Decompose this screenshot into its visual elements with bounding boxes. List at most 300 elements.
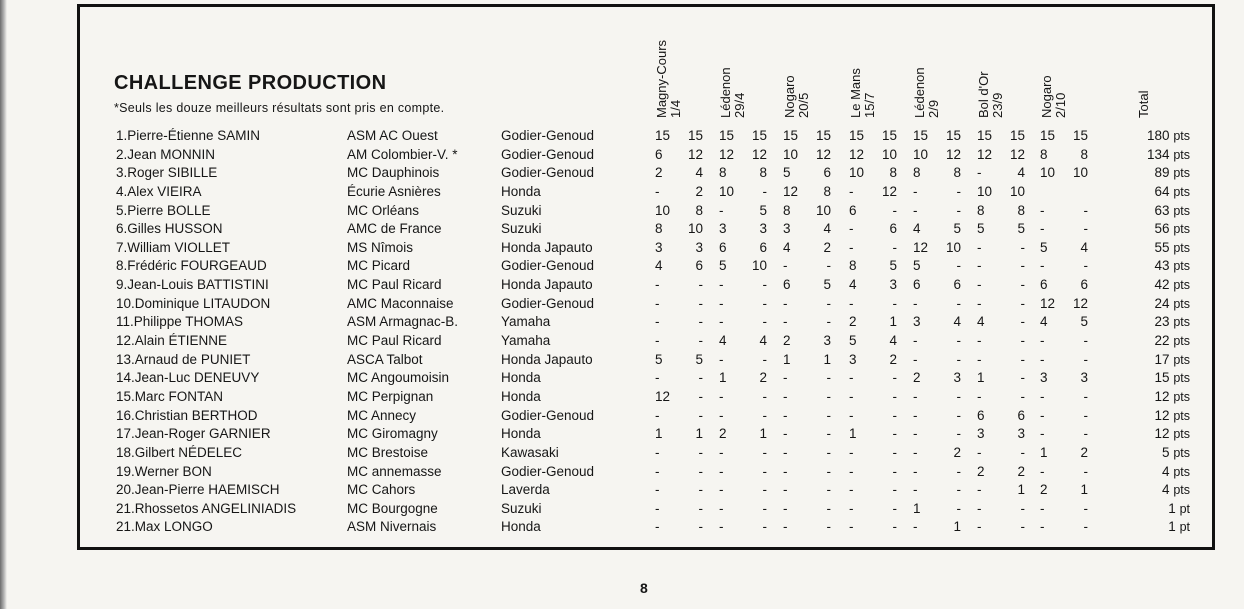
- race-points-a: 6: [849, 202, 857, 218]
- race-points-a: -: [1040, 426, 1045, 442]
- race-points-a: 4: [913, 221, 921, 237]
- race-points: [783, 220, 831, 239]
- race-points: [1040, 425, 1088, 444]
- race-points-b: 5: [953, 221, 961, 237]
- race-points: [783, 351, 831, 370]
- total-points: [1120, 444, 1190, 463]
- race-points-b: -: [892, 519, 897, 535]
- race-points: [913, 388, 961, 407]
- race-points-a: 5: [1040, 239, 1048, 255]
- race-points-a: 12: [849, 146, 865, 162]
- race-points-b: -: [892, 444, 897, 460]
- race-points-b: 10: [881, 146, 897, 162]
- race-points: [655, 146, 703, 165]
- total-unit: pts: [1173, 315, 1190, 330]
- rider-name: 5.Pierre BOLLE: [116, 202, 211, 218]
- race-points: [719, 313, 767, 332]
- race-points-a: -: [719, 519, 724, 535]
- race-points-b: 15: [945, 128, 961, 143]
- race-points: [977, 332, 1025, 351]
- race-points-a: 6: [913, 277, 921, 293]
- race-points-a: -: [913, 444, 918, 460]
- rider-name: 21.Max LONGO: [116, 519, 213, 535]
- race-points-b: -: [762, 463, 767, 479]
- race-date: 2/10: [1053, 92, 1068, 118]
- rider-club: ASCA Talbot: [347, 351, 423, 367]
- race-points-a: 8: [977, 202, 985, 218]
- rider-name: 3.Roger SIBILLE: [116, 165, 218, 181]
- race-points-a: -: [655, 333, 660, 349]
- rider-name: 12.Alain ÉTIENNE: [116, 333, 228, 349]
- total-unit: pts: [1173, 240, 1190, 255]
- rider-club: MC Dauphinois: [347, 165, 440, 181]
- race-points-b: -: [1083, 463, 1088, 479]
- race-points-b: 12: [815, 146, 831, 162]
- race-name: Nogaro: [782, 75, 797, 118]
- race-points: [977, 295, 1025, 314]
- table-row: [0, 388, 1244, 407]
- total-points: [1120, 351, 1190, 370]
- race-date: 29/4: [732, 92, 747, 118]
- race-points-b: -: [1020, 444, 1025, 460]
- total-points: [1120, 276, 1190, 295]
- total-points: [1120, 425, 1190, 444]
- race-points-a: -: [1040, 333, 1045, 349]
- rider-make: Godier-Genoud: [501, 165, 595, 181]
- total-unit: pts: [1173, 259, 1190, 274]
- rider-name: 18.Gilbert NÉDELEC: [116, 444, 243, 460]
- race-points-b: 6: [1017, 407, 1025, 423]
- race-points-a: -: [977, 258, 982, 274]
- race-points: [783, 183, 831, 202]
- race-points: [655, 425, 703, 444]
- race-points-a: -: [913, 388, 918, 404]
- race-points-b: -: [698, 370, 703, 386]
- race-points-a: -: [849, 482, 854, 498]
- race-points-b: 6: [823, 165, 831, 181]
- total-points: [1120, 202, 1190, 221]
- race-points: [719, 146, 767, 165]
- race-points: [655, 164, 703, 183]
- race-points-a: -: [849, 239, 854, 255]
- race-points-a: -: [977, 482, 982, 498]
- rider-make: Honda: [501, 183, 541, 199]
- table-row: [0, 202, 1244, 221]
- race-points-b: 10: [1009, 183, 1025, 199]
- race-points: [913, 202, 961, 221]
- total-unit: pts: [1173, 389, 1190, 404]
- race-points-b: -: [892, 482, 897, 498]
- race-points: [655, 257, 703, 276]
- race-points-a: -: [977, 277, 982, 293]
- race-points-a: -: [719, 202, 724, 218]
- race-points-b: -: [892, 239, 897, 255]
- race-points: [849, 332, 897, 351]
- race-points-a: 3: [1040, 370, 1048, 386]
- race-points-a: 15: [849, 128, 865, 143]
- race-points-b: -: [762, 500, 767, 516]
- race-points-a: -: [913, 519, 918, 535]
- race-points-b: -: [698, 314, 703, 330]
- race-points-b: 8: [1080, 146, 1088, 162]
- race-points-b: -: [826, 407, 831, 423]
- race-points-a: 8: [655, 221, 663, 237]
- race-points-b: -: [698, 519, 703, 535]
- race-points-b: 2: [759, 370, 767, 386]
- race-points-b: 1: [953, 519, 961, 535]
- race-points: [783, 425, 831, 444]
- total-unit: pts: [1173, 296, 1190, 311]
- race-points: [783, 202, 831, 221]
- total-unit: pts: [1173, 445, 1190, 460]
- race-points: [719, 127, 767, 146]
- race-points: [783, 257, 831, 276]
- race-points-b: -: [1083, 351, 1088, 367]
- page-number: 8: [640, 580, 648, 596]
- race-points: [977, 481, 1025, 500]
- race-points: [719, 276, 767, 295]
- race-points: [655, 276, 703, 295]
- race-points-a: -: [783, 295, 788, 311]
- race-points: [913, 332, 961, 351]
- race-points-a: -: [719, 500, 724, 516]
- rider-club: AM Colombier-V. *: [347, 146, 458, 162]
- table-row: [0, 369, 1244, 388]
- race-points: [783, 295, 831, 314]
- race-points-b: -: [956, 463, 961, 479]
- race-points-a: -: [783, 370, 788, 386]
- race-points-b: -: [1020, 370, 1025, 386]
- race-points: [719, 463, 767, 482]
- race-points: [913, 425, 961, 444]
- race-points: [849, 146, 897, 165]
- race-points-b: -: [1083, 333, 1088, 349]
- race-points-b: 5: [695, 351, 703, 367]
- total-unit: pts: [1173, 222, 1190, 237]
- race-points-a: -: [977, 239, 982, 255]
- race-points-b: 5: [823, 277, 831, 293]
- race-points-b: 4: [823, 221, 831, 237]
- race-points-a: 12: [719, 146, 735, 162]
- race-points: [783, 313, 831, 332]
- race-points: [1040, 463, 1088, 482]
- race-date: 20/5: [796, 92, 811, 118]
- race-points-a: 15: [655, 128, 671, 143]
- race-points-a: -: [849, 463, 854, 479]
- race-points-b: -: [1083, 407, 1088, 423]
- total-points: [1120, 481, 1190, 500]
- race-points-a: 10: [783, 146, 799, 162]
- rider-club: AMC de France: [347, 221, 442, 237]
- total-unit: pt: [1179, 501, 1190, 516]
- race-points-a: -: [783, 314, 788, 330]
- rider-club: ASM Nivernais: [347, 519, 437, 535]
- race-points: [977, 164, 1025, 183]
- rider-name: 1.Pierre-Étienne SAMIN: [116, 128, 261, 143]
- race-points: [719, 500, 767, 519]
- race-points-a: -: [655, 407, 660, 423]
- race-points-a: -: [913, 333, 918, 349]
- race-points: [1040, 518, 1088, 537]
- race-points-a: 8: [1040, 146, 1048, 162]
- rider-name: 7.William VIOLLET: [116, 239, 231, 255]
- race-points: [849, 295, 897, 314]
- race-points-b: -: [826, 370, 831, 386]
- table-row: [0, 239, 1244, 258]
- total-unit: pts: [1173, 147, 1190, 162]
- race-points-a: 5: [913, 258, 921, 274]
- rider-club: MC Cahors: [347, 482, 416, 498]
- table-row: [0, 220, 1244, 239]
- race-points-a: -: [719, 314, 724, 330]
- race-points-b: 5: [1080, 314, 1088, 330]
- table-row: [0, 332, 1244, 351]
- race-points-a: 12: [1040, 295, 1056, 311]
- total-points: [1120, 332, 1190, 351]
- race-points: [1040, 388, 1088, 407]
- race-points-b: 4: [1080, 239, 1088, 255]
- race-points-a: 4: [977, 314, 985, 330]
- race-points-a: -: [977, 500, 982, 516]
- race-points: [977, 425, 1025, 444]
- total-unit: pts: [1173, 427, 1190, 442]
- race-points: [913, 276, 961, 295]
- race-points-b: -: [698, 333, 703, 349]
- race-points-a: -: [849, 370, 854, 386]
- total-value: 4: [1162, 482, 1170, 498]
- race-points: [977, 202, 1025, 221]
- page-title: CHALLENGE PRODUCTION: [114, 72, 387, 94]
- total-value: 12: [1154, 388, 1170, 404]
- race-points-a: -: [783, 407, 788, 423]
- race-points-a: 3: [849, 351, 857, 367]
- rider-club: MC Angoumoisin: [347, 370, 450, 386]
- total-value: 12: [1154, 426, 1170, 442]
- race-points-a: 15: [783, 128, 799, 143]
- total-unit: pts: [1173, 129, 1190, 143]
- race-points: [1040, 146, 1088, 165]
- race-points: [977, 388, 1025, 407]
- race-points-b: -: [762, 388, 767, 404]
- total-unit: pts: [1173, 166, 1190, 181]
- race-points-b: -: [1083, 202, 1088, 218]
- race-points: [1040, 351, 1088, 370]
- race-points-b: 10: [815, 202, 831, 218]
- race-points: [719, 183, 767, 202]
- race-points-a: 4: [783, 239, 791, 255]
- race-points: [913, 183, 961, 202]
- standings-table: [0, 127, 1244, 537]
- race-points-b: -: [1083, 221, 1088, 237]
- race-points-b: 12: [751, 146, 767, 162]
- total-points: [1120, 257, 1190, 276]
- race-points-a: -: [977, 333, 982, 349]
- race-points-a: 2: [849, 314, 857, 330]
- total-value: 134: [1147, 146, 1170, 162]
- race-points-a: -: [849, 500, 854, 516]
- race-points-b: 12: [687, 146, 703, 162]
- race-points-b: -: [698, 388, 703, 404]
- race-points-b: 1: [823, 351, 831, 367]
- race-points-a: -: [913, 202, 918, 218]
- race-points: [655, 388, 703, 407]
- race-name: Nogaro: [1039, 75, 1054, 118]
- race-points-b: -: [826, 482, 831, 498]
- total-points: [1120, 220, 1190, 239]
- race-points-a: 5: [849, 333, 857, 349]
- total-unit: pts: [1173, 408, 1190, 423]
- race-points-a: -: [783, 388, 788, 404]
- table-row: [0, 257, 1244, 276]
- race-points-a: 10: [913, 146, 929, 162]
- race-points: [655, 239, 703, 258]
- race-points: [849, 313, 897, 332]
- race-points: [783, 239, 831, 258]
- rider-name: 15.Marc FONTAN: [116, 388, 224, 404]
- race-points-b: 8: [823, 183, 831, 199]
- race-points: [849, 463, 897, 482]
- race-points-b: 8: [695, 202, 703, 218]
- race-points: [913, 146, 961, 165]
- race-points: [977, 127, 1025, 146]
- table-row: [0, 463, 1244, 482]
- race-points: [719, 239, 767, 258]
- rider-name: 16.Christian BERTHOD: [116, 407, 258, 423]
- table-row: [0, 127, 1244, 146]
- race-points-b: 2: [1017, 463, 1025, 479]
- race-points-a: -: [1040, 202, 1045, 218]
- total-points: [1120, 239, 1190, 258]
- race-points-b: 12: [945, 146, 961, 162]
- race-points-b: -: [1020, 314, 1025, 330]
- race-points-a: 1: [719, 370, 727, 386]
- race-points-a: -: [913, 351, 918, 367]
- race-points-a: -: [977, 388, 982, 404]
- race-points-a: -: [783, 444, 788, 460]
- race-points-b: 15: [1072, 128, 1088, 143]
- race-points-b: -: [762, 444, 767, 460]
- rider-club: MC Paul Ricard: [347, 277, 442, 293]
- rider-club: MC Annecy: [347, 407, 417, 423]
- total-value: 64: [1154, 183, 1170, 199]
- race-points-b: -: [826, 314, 831, 330]
- race-points-a: -: [655, 314, 660, 330]
- rider-name: 20.Jean-Pierre HAEMISCH: [116, 482, 280, 498]
- race-points-a: -: [655, 183, 660, 199]
- race-points-b: 2: [1080, 444, 1088, 460]
- race-points-a: 12: [913, 239, 929, 255]
- race-points-a: 2: [977, 463, 985, 479]
- race-points: [913, 127, 961, 146]
- race-points: [783, 407, 831, 426]
- rider-make: Honda: [501, 519, 541, 535]
- rider-make: Laverda: [501, 482, 550, 498]
- table-row: [0, 313, 1244, 332]
- rider-club: MC Perpignan: [347, 388, 434, 404]
- total-value: 12: [1154, 407, 1170, 423]
- total-points: [1120, 388, 1190, 407]
- table-row: [0, 481, 1244, 500]
- total-unit: pts: [1173, 278, 1190, 293]
- race-points: [913, 369, 961, 388]
- race-points: [719, 202, 767, 221]
- rider-club: MC Brestoise: [347, 444, 429, 460]
- race-points-a: -: [655, 482, 660, 498]
- column-header-race-1: [655, 40, 683, 118]
- rider-make: Honda Japauto: [501, 351, 593, 367]
- race-points-b: -: [762, 351, 767, 367]
- race-points-a: -: [719, 482, 724, 498]
- rider-club: MC Picard: [347, 258, 411, 274]
- total-unit: pts: [1173, 371, 1190, 386]
- race-points-b: 2: [823, 239, 831, 255]
- race-points: [913, 257, 961, 276]
- race-points-a: -: [655, 500, 660, 516]
- race-points: [913, 463, 961, 482]
- race-points: [719, 164, 767, 183]
- rider-make: Honda Japauto: [501, 277, 593, 293]
- race-points: [719, 481, 767, 500]
- race-points-a: -: [913, 183, 918, 199]
- race-points-b: 2: [889, 351, 897, 367]
- race-points-b: -: [698, 463, 703, 479]
- race-points-b: 15: [751, 128, 767, 143]
- race-points-b: 2: [953, 444, 961, 460]
- race-points-a: 15: [913, 128, 929, 143]
- race-points: [1040, 295, 1088, 314]
- rider-club: ASM Armagnac-B.: [347, 314, 459, 330]
- race-points: [1040, 276, 1088, 295]
- rider-name: 8.Frédéric FOURGEAUD: [116, 258, 267, 274]
- race-points: [655, 220, 703, 239]
- race-points-b: -: [1083, 500, 1088, 516]
- rider-make: Godier-Genoud: [501, 295, 595, 311]
- race-points-a: 3: [719, 221, 727, 237]
- race-points: [1040, 369, 1088, 388]
- race-points-b: -: [1083, 258, 1088, 274]
- rider-name: 9.Jean-Louis BATTISTINI: [116, 277, 269, 293]
- race-points: [849, 425, 897, 444]
- total-unit: pts: [1173, 334, 1190, 349]
- table-row: [0, 351, 1244, 370]
- rider-make: Godier-Genoud: [501, 258, 595, 274]
- table-row: [0, 425, 1244, 444]
- table-row: [0, 164, 1244, 183]
- race-points-b: -: [956, 426, 961, 442]
- race-points: [849, 239, 897, 258]
- total-points: [1120, 369, 1190, 388]
- race-points-a: -: [1040, 407, 1045, 423]
- race-points: [849, 276, 897, 295]
- race-points: [849, 407, 897, 426]
- race-points-b: 8: [889, 165, 897, 181]
- race-points-b: -: [762, 519, 767, 535]
- table-row: [0, 518, 1244, 537]
- rider-make: Honda Japauto: [501, 239, 593, 255]
- rider-make: Yamaha: [501, 333, 551, 349]
- race-points-a: 1: [655, 426, 663, 442]
- race-points: [655, 481, 703, 500]
- total-value: 15: [1154, 370, 1170, 386]
- race-points: [849, 351, 897, 370]
- total-value: 180: [1147, 128, 1170, 143]
- race-points: [655, 351, 703, 370]
- rider-name: 11.Philippe THOMAS: [116, 314, 244, 330]
- race-points-a: -: [913, 482, 918, 498]
- race-points: [849, 220, 897, 239]
- race-points: [1040, 500, 1088, 519]
- race-points-b: 5: [759, 202, 767, 218]
